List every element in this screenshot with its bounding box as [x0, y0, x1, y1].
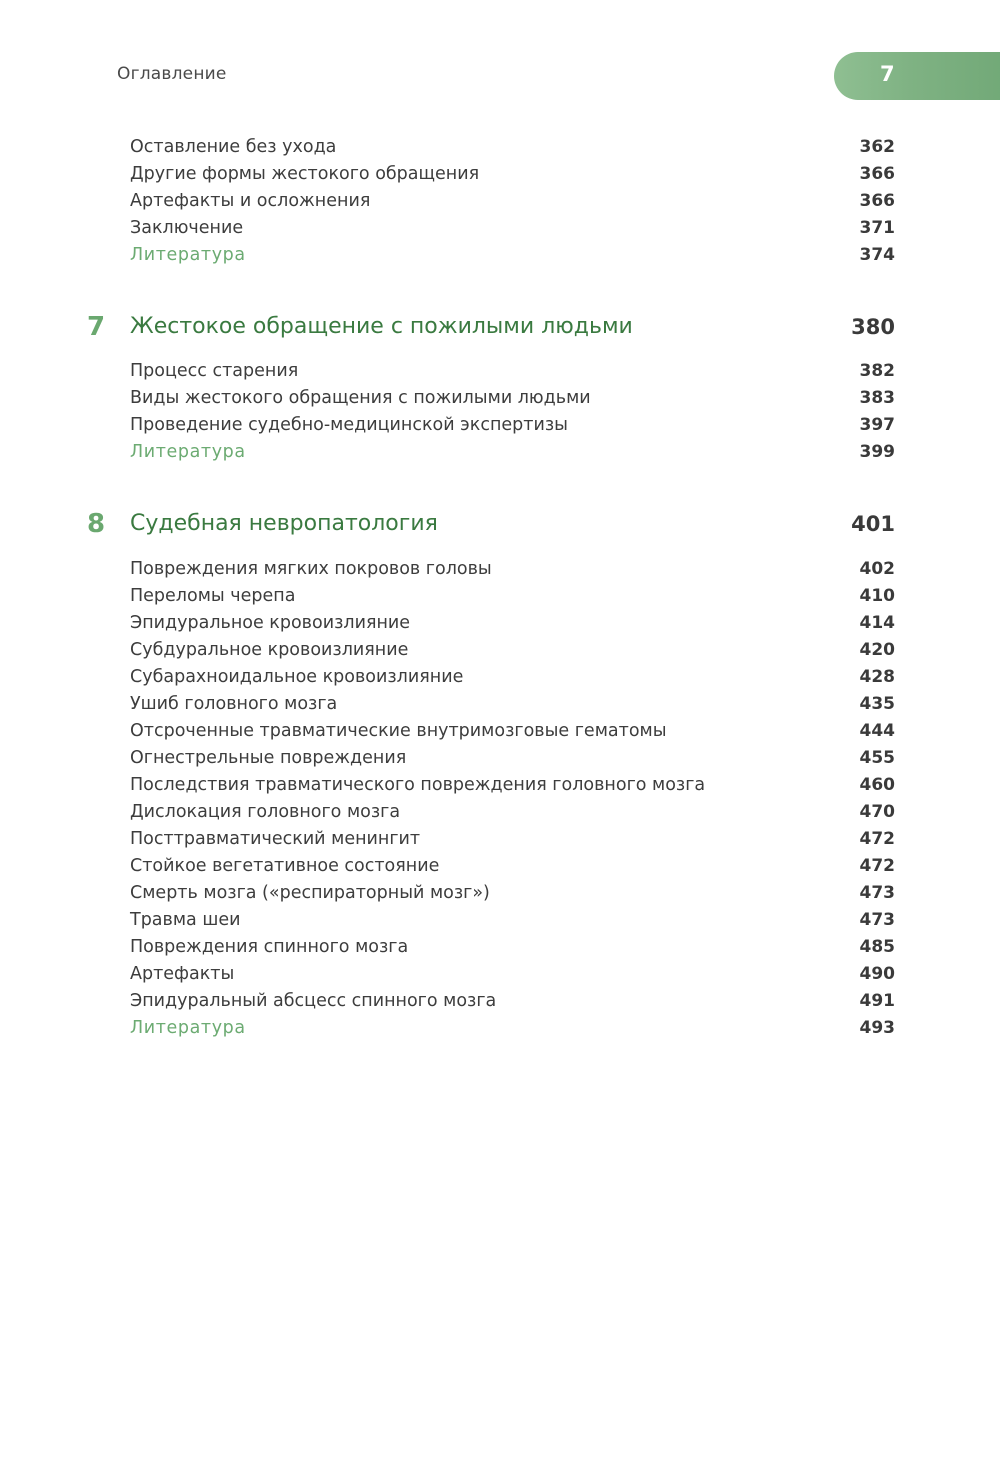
toc-entry-label: Последствия травматического повреждения головного мозга [130, 775, 706, 795]
toc-entry[interactable] [130, 610, 895, 636]
toc-entry[interactable] [130, 934, 895, 960]
toc-entry[interactable] [130, 826, 895, 852]
toc-entry[interactable] [130, 853, 895, 879]
toc-entry-label: Переломы черепа [130, 586, 296, 606]
toc-entry[interactable] [130, 772, 895, 798]
toc-entry-label: Артефакты и осложнения [130, 191, 371, 211]
toc-entry[interactable] [130, 412, 895, 438]
toc-entry[interactable] [130, 556, 895, 582]
toc-entry-page: 485 [859, 937, 895, 957]
toc-entry-page: 410 [859, 586, 895, 606]
toc-entry-label: Литература [130, 442, 246, 462]
toc-entry-label: Травма шеи [130, 910, 241, 930]
chapter-heading-7[interactable] [0, 310, 895, 344]
toc-entry[interactable] [130, 134, 895, 160]
toc-entry-page: 399 [859, 442, 895, 462]
toc-entry-label: Посттравматический менингит [130, 829, 421, 849]
chapter-number: 8 [87, 509, 106, 539]
toc-entry-page: 371 [859, 218, 895, 238]
toc-entry-page: 382 [859, 361, 895, 381]
toc-entry-label: Смерть мозга («респираторный мозг») [130, 883, 490, 903]
toc-entry-label: Артефакты [130, 964, 235, 984]
toc-entry[interactable] [130, 988, 895, 1014]
toc-entry-label: Эпидуральное кровоизлияние [130, 613, 411, 633]
toc-entry-label: Субарахноидальное кровоизлияние [130, 667, 464, 687]
toc-entry[interactable] [130, 215, 895, 241]
toc-entry[interactable] [130, 358, 895, 384]
chapter-page: 401 [851, 512, 895, 536]
toc-entry-page: 493 [859, 1018, 895, 1038]
toc-entry-page: 362 [859, 137, 895, 157]
toc-entry[interactable] [130, 385, 895, 411]
toc-entry-label: Оставление без ухода [130, 137, 337, 157]
toc-entry[interactable] [130, 664, 895, 690]
toc-entry-label: Проведение судебно-медицинской экспертизы [130, 415, 568, 435]
toc-entry-label: Виды жестокого обращения с пожилыми людьми [130, 388, 591, 408]
toc-entry-label: Литература [130, 245, 246, 265]
chapter-title: Судебная невропатология [130, 511, 438, 536]
toc-entry-page: 383 [859, 388, 895, 408]
toc-entry-page: 402 [859, 559, 895, 579]
toc-entry-label: Стойкое вегетативное состояние [130, 856, 440, 876]
chapter-number: 7 [87, 312, 106, 342]
toc-entry[interactable] [130, 637, 895, 663]
toc-entry[interactable] [130, 161, 895, 187]
page-number: 7 [880, 62, 895, 86]
toc-entry[interactable] [130, 880, 895, 906]
toc-entry[interactable] [130, 583, 895, 609]
toc-entry-literature[interactable] [130, 242, 895, 268]
chapter-heading-8[interactable] [0, 507, 895, 541]
toc-entry-page: 414 [859, 613, 895, 633]
toc-entry[interactable] [130, 745, 895, 771]
toc-entry-label: Эпидуральный абсцесс спинного мозга [130, 991, 497, 1011]
toc-entry-page: 444 [859, 721, 895, 741]
toc-entry-page: 366 [859, 191, 895, 211]
toc-entry-page: 397 [859, 415, 895, 435]
toc-entry-label: Повреждения спинного мозга [130, 937, 409, 957]
toc-entry-page: 366 [859, 164, 895, 184]
toc-entry-page: 455 [859, 748, 895, 768]
toc-entry-page: 460 [859, 775, 895, 795]
toc-entry-page: 490 [859, 964, 895, 984]
toc-entry-page: 472 [859, 856, 895, 876]
toc-entry-label: Другие формы жестокого обращения [130, 164, 480, 184]
toc-entry[interactable] [130, 188, 895, 214]
toc-entry-page: 473 [859, 910, 895, 930]
toc-entry-literature[interactable] [130, 439, 895, 465]
toc-entry-page: 473 [859, 883, 895, 903]
toc-entry[interactable] [130, 961, 895, 987]
toc-entry-label: Субдуральное кровоизлияние [130, 640, 409, 660]
toc-entry[interactable] [130, 691, 895, 717]
running-head-title: Оглавление [117, 64, 227, 84]
chapter-title: Жестокое обращение с пожилыми людьми [130, 314, 633, 339]
toc-entry-label: Отсроченные травматические внутримозговые гематомы [130, 721, 667, 741]
page-number-tab [834, 52, 1000, 100]
toc-entry-label: Процесс старения [130, 361, 299, 381]
toc-entry[interactable] [130, 799, 895, 825]
toc-entry[interactable] [130, 907, 895, 933]
toc-entry-label: Литература [130, 1018, 246, 1038]
toc-entry-page: 420 [859, 640, 895, 660]
toc-entry-page: 491 [859, 991, 895, 1011]
toc-entry-label: Заключение [130, 218, 244, 238]
toc-entry-label: Ушиб головного мозга [130, 694, 338, 714]
toc-entry-page: 374 [859, 245, 895, 265]
toc-entry-label: Огнестрельные повреждения [130, 748, 407, 768]
toc-entry-page: 472 [859, 829, 895, 849]
toc-entry-page: 470 [859, 802, 895, 822]
toc-entry-label: Повреждения мягких покровов головы [130, 559, 492, 579]
chapter-page: 380 [851, 315, 895, 339]
toc-entry-label: Дислокация головного мозга [130, 802, 401, 822]
toc-entry-page: 428 [859, 667, 895, 687]
toc-entry-page: 435 [859, 694, 895, 714]
toc-entry[interactable] [130, 718, 895, 744]
toc-entry-literature[interactable] [130, 1015, 895, 1041]
